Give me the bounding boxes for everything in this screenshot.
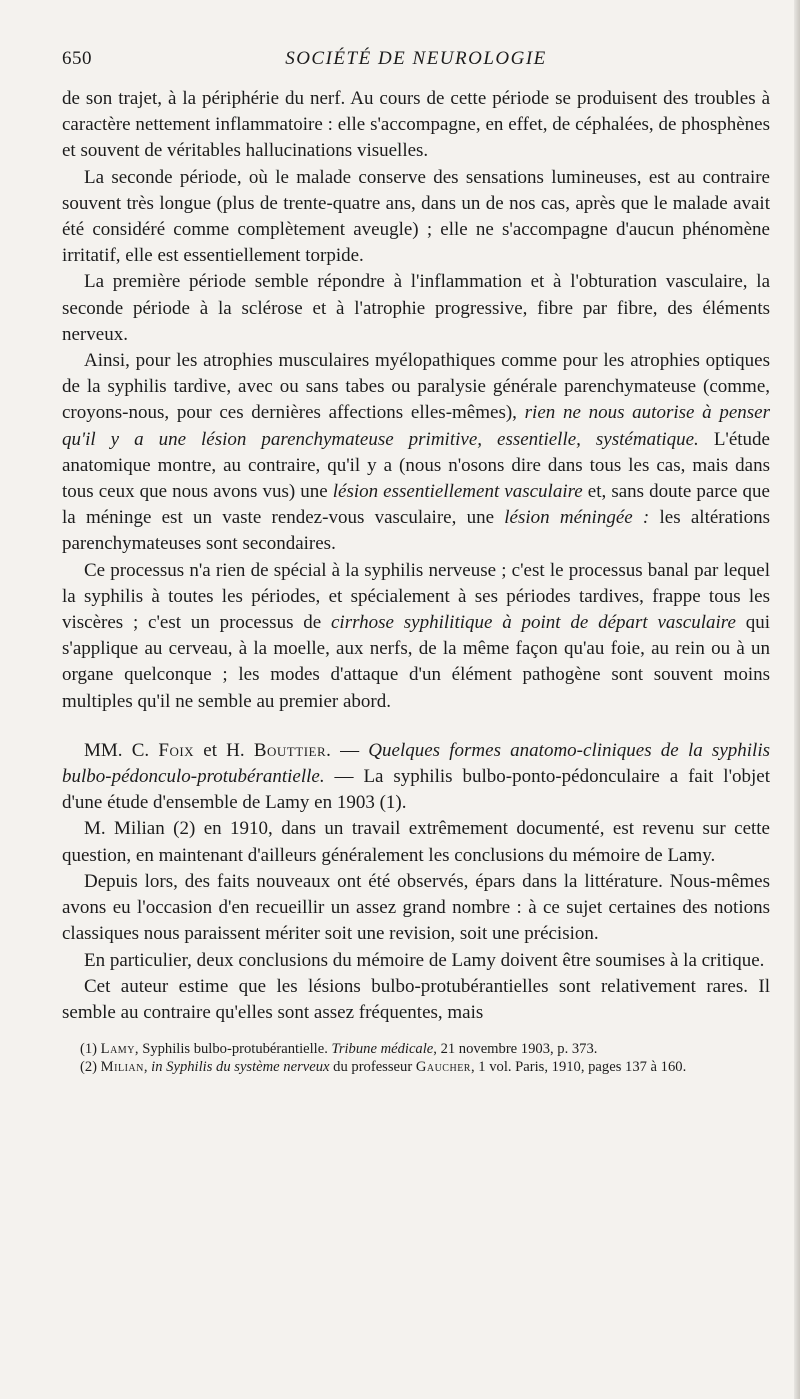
italic-text: Quelques formes anatomo-cliniques de la syphilis bulbo-pédonculo-protubérantielle. xyxy=(62,739,770,788)
text-run: (1) xyxy=(80,1041,101,1058)
body-text xyxy=(62,86,770,1026)
page-edge-shadow xyxy=(794,0,800,1399)
text-run: du professeur xyxy=(329,1059,416,1076)
text-run: . — xyxy=(326,739,369,761)
paragraph xyxy=(62,869,770,948)
italic-text: cirrhose syphilitique à point de départ vasculaire xyxy=(331,612,736,634)
text-run: , 1 vol. Paris, 1910, pages 137 à 160. xyxy=(470,1059,687,1076)
paragraph xyxy=(62,948,770,974)
small-caps-name: Lamy xyxy=(100,1041,135,1058)
text-run: Ce processus n'a rien de spécial à la syphilis nerveuse ; c'est le processus banal par lequel la syphilis à toutes les périodes, et spécialement à ses périodes tardives, frappe tous les viscères ; c'est un processus de xyxy=(62,559,770,634)
paragraph xyxy=(62,165,770,270)
text-run: les altérations parenchymateuses sont secondaires. xyxy=(62,507,770,555)
text-run: , Syphilis bulbo-protubérantielle. xyxy=(134,1041,332,1058)
text-run: MM. C. xyxy=(84,739,159,761)
text-run: Depuis lors, des faits nouveaux ont été observés, épars dans la littérature. Nous-mêmes avons eu l'occasion d'en recueillir un assez grand nombre : à ce sujet certaines des notions classiques nous paraissent mériter soit une revision, soit une précision. xyxy=(62,870,770,945)
footnote xyxy=(62,1040,770,1058)
italic-text: in Syphilis du système nerveux xyxy=(151,1059,330,1076)
text-run: Ainsi, pour les atrophies musculaires myélopathiques comme pour les atrophies optiques de la syphilis tardive, avec ou sans tabes ou paralysie générale parenchymateuse (comme, croyons-nous, pour ces dernières affections elles-mêmes), xyxy=(62,350,770,424)
paragraph xyxy=(62,816,770,868)
paragraph xyxy=(62,348,770,558)
italic-text: lésion méningée : xyxy=(504,507,650,529)
running-title: SOCIÉTÉ DE NEUROLOGIE xyxy=(285,48,547,69)
text-run: et, sans doute parce que la méninge est un vaste rendez-vous vasculaire, une xyxy=(62,481,770,529)
paragraph xyxy=(62,269,770,348)
small-caps-name: Bouttier xyxy=(253,739,327,761)
text-run: de son trajet, à la périphérie du nerf. Au cours de cette période se produisent des troubles à caractère nettement inflammatoire : elle s'accompagne, en effet, de céphalées, de phosphènes et souvent de véritables hallucinations visuelles. xyxy=(62,88,770,162)
italic-text: Tribune médicale xyxy=(331,1041,434,1058)
paragraph xyxy=(62,974,770,1026)
italic-text: rien ne nous autorise à penser qu'il y a une lésion parenchymateuse primitive, essentielle, systématique. xyxy=(62,402,770,450)
paragraph xyxy=(62,738,770,817)
text-run: qui s'applique au cerveau, à la moelle, aux nerfs, de la même façon qu'au foie, au rein ou à un organe quelconque ; les modes d'attaque d'un élément pathogène sont souvent moins multiples qu'il ne semble au premier abord. xyxy=(62,612,770,712)
text-run: , xyxy=(143,1059,152,1076)
footnotes xyxy=(62,1040,770,1076)
page-header xyxy=(62,48,770,78)
small-caps-name: Milian xyxy=(100,1059,144,1076)
text-run: M. Milian (2) en 1910, dans un travail extrêmement documenté, est revenu sur cette question, en maintenant d'ailleurs généralement les conclusions du mémoire de Lamy. xyxy=(62,818,770,866)
text-run: et H. xyxy=(194,739,254,761)
text-run: La seconde période, où le malade conserve des sensations lumineuses, est au contraire souvent très longue (plus de trente-quatre ans, dans un de nos cas, après que le malade avait été considéré comme complètement aveugle) ; elle ne s'accompagne d'aucun phénomène irritatif, elle est essentiellement torpide. xyxy=(62,166,770,267)
small-caps-name: Gaucher xyxy=(415,1059,471,1076)
text-run: — La syphilis bulbo-ponto-pédonculaire a fait l'objet d'une étude d'ensemble de Lamy en 1903 (1). xyxy=(62,766,770,814)
small-caps-name: Foix xyxy=(158,739,195,761)
page-number: 650 xyxy=(62,48,92,69)
text-run: L'étude anatomique montre, au contraire, qu'il y a (nous n'osons dire dans tous les cas, mais dans tous ceux que nous avons vus) une xyxy=(62,428,770,503)
paragraph xyxy=(62,558,770,715)
text-run: En particulier, deux conclusions du mémoire de Lamy doivent être soumises à la critique. xyxy=(84,949,765,971)
text-run: (2) xyxy=(80,1059,101,1076)
footnote xyxy=(62,1058,770,1076)
paragraph xyxy=(62,86,770,165)
text-run: La première période semble répondre à l'inflammation et à l'obturation vasculaire, la seconde période à la sclérose et à l'atrophie progressive, fibre par fibre, des éléments nerveux. xyxy=(62,271,770,345)
text-run: Cet auteur estime que les lésions bulbo-protubérantielles sont relativement rares. Il semble au contraire qu'elles sont assez fréquentes, mais xyxy=(62,975,770,1023)
italic-text: lésion essentiellement vasculaire xyxy=(332,481,583,503)
section-gap xyxy=(62,715,770,738)
book-page xyxy=(62,48,770,1076)
text-run: , 21 novembre 1903, p. 373. xyxy=(433,1041,598,1058)
